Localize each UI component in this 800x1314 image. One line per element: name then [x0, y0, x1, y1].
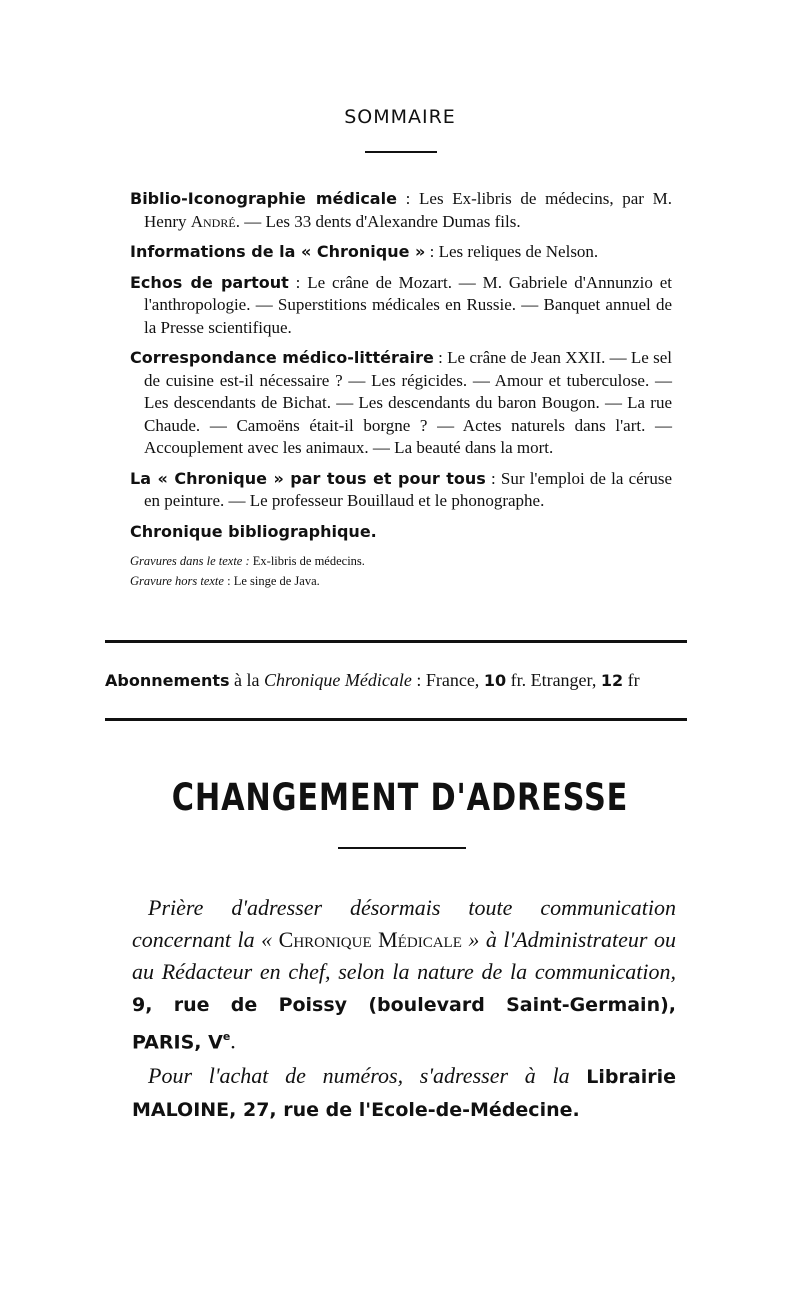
notice-text: Prière d'adresser désormais toute communication concernant la « [132, 895, 676, 952]
sommaire-title: SOMMAIRE [344, 106, 456, 128]
sommaire-entry [130, 188, 672, 233]
subscription-label: Abonnements [105, 671, 230, 690]
entry-heading: Echos de partout [130, 272, 289, 292]
journal-name: Chronique Médicale [264, 670, 412, 690]
entry-heading: Correspondance médico-littéraire [130, 348, 434, 367]
entry-text: : Les reliques de Nelson. [425, 242, 599, 261]
address: 9, rue de Poissy (boulevard Saint-Germain), PARIS, V [132, 994, 676, 1054]
sommaire-entry [130, 468, 672, 513]
changement-headline: CHANGEMENT D'ADRESSE [171, 776, 629, 819]
sommaire-entry [130, 241, 672, 264]
gravures-label: Gravures dans le texte : [130, 554, 250, 568]
etranger-price: 12 [600, 671, 624, 690]
france-price: 10 [483, 671, 507, 690]
journal-name: Chronique Médicale [278, 927, 462, 952]
gravures-label: Gravure hors texte [130, 574, 224, 588]
subscription-text: à la [229, 670, 265, 690]
entry-text: : Le crâne de Mozart. — M. Gabriele d'Annunzio et l'anthropologie. — Superstitions médicales en Russie. — Banquet annuel de la Presse scientifique. [144, 272, 672, 337]
gravures-line [130, 571, 672, 591]
notice-text: » à l'Administrateur ou au Rédacteur en chef, selon la nature de la communication, [132, 927, 676, 984]
gravures-line [130, 551, 672, 571]
entry-text: : Sur l'emploi de la céruse en peinture. — Le professeur Bouillaud et le phonographe. [144, 468, 672, 510]
entry-text: . — Les 33 dents d'Alexandre Dumas fils. [235, 211, 521, 231]
address-superscript: e [222, 1030, 231, 1043]
entry-heading: La « Chronique » par tous et pour tous [130, 468, 486, 488]
subscription-text: : France, [411, 670, 484, 690]
bookseller-address: Librairie MALOINE, 27, rue de l'Ecole-de-Médecine. [132, 1066, 676, 1122]
subscription-text: fr. Etranger, [506, 670, 601, 690]
entry-heading: Chronique bibliographique. [130, 521, 377, 541]
entry-text: : Les Ex-libris de médecins, par M. Henry [144, 189, 673, 231]
headline-divider [338, 847, 466, 849]
entry-text: : Le crâne de Jean XXII. — Le sel de cuisine est-il nécessaire ? — Les régicides. — Amour et tuberculose. — Les descendants de Bichat. — Les descendants du baron Bougon. — La rue Chaude. — Camoëns était-il borgne ? — Actes naturels dans l'art. — Accouplement avec les animaux. — La beauté dans la mort. [144, 348, 672, 457]
sommaire-entry [130, 347, 672, 460]
gravures-text: Ex-libris de médecins. [249, 554, 365, 568]
notice-paragraph [132, 1060, 676, 1126]
section-divider [105, 718, 687, 721]
title-divider [365, 151, 437, 153]
entry-heading: Informations de la « Chronique » [130, 242, 426, 261]
subscription-line [105, 670, 695, 691]
changement-body [132, 892, 676, 1126]
gravures-text: : Le singe de Java. [223, 574, 320, 588]
notice-paragraph [132, 892, 676, 1058]
entry-heading: Biblio-Iconographie médicale [130, 189, 397, 208]
subscription-text: fr [623, 670, 640, 690]
author-name: André [190, 211, 236, 231]
sommaire-entry [130, 521, 672, 544]
notice-text: Pour l'achat de numéros, s'adresser à la [148, 1063, 587, 1089]
section-divider [105, 640, 687, 643]
sommaire-entry [130, 272, 672, 340]
sommaire-list [130, 188, 672, 591]
notice-text: . [230, 1028, 236, 1054]
